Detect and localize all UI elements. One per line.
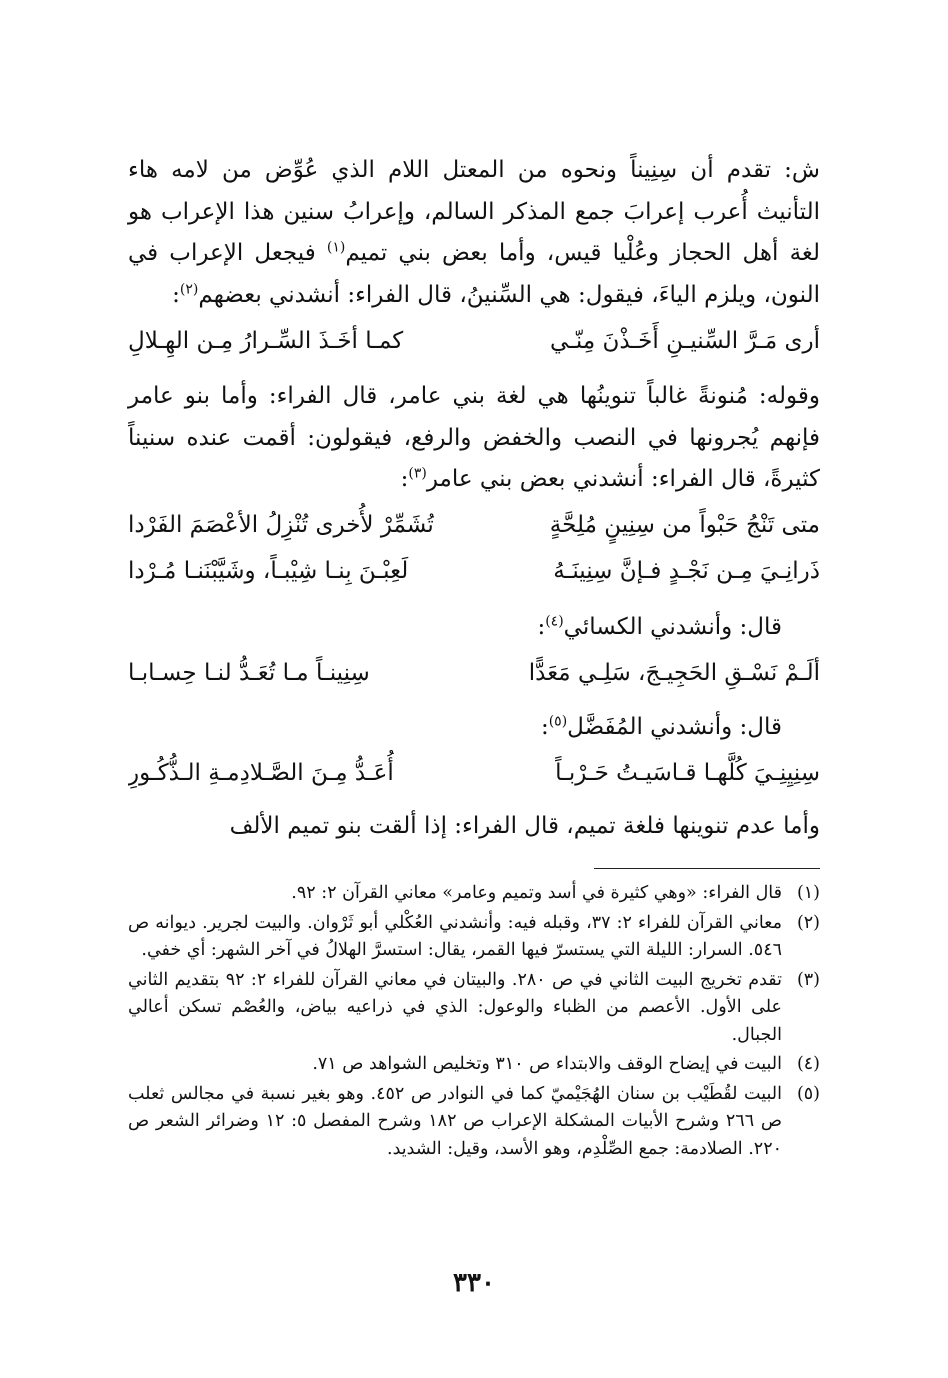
verse-3 (128, 548, 820, 594)
verse-1-second-hemistich: كمـا أخَـذَ السِّـرارُ مِـن الهِـلالِ (128, 328, 404, 354)
footnote-3 (128, 967, 820, 1050)
verse-5-first-hemistich: سِنِيِنِـيَ كُلَّهـا قـاسَيـتُ حَـرْبـاً (555, 760, 820, 786)
verse-5-second-hemistich: أُعَـدُّ مِـنَ الصَّـلادِمـةِ الـذُّكُـورِ (128, 760, 394, 786)
paragraph-2-text: وقوله: مُنونةً غالباً تنوينُها هي لغة بني عامر، قال الفراء: وأما بنو عامر فإنهم يُجرونها في النصب والخفض والرفع، فيقولون: أقمت عنده سنيناً كثيرةً، قال الفراء: أنشدني بعض بني عامر (128, 383, 820, 492)
footnote-1-text: قال الفراء: «وهي كثيرة في أسد وتميم وعامر» معاني القرآن ٢: ٩٢. (291, 883, 782, 903)
footnotes (128, 880, 820, 1165)
intro-kisai (128, 604, 820, 650)
paragraph-2-colon: : (400, 466, 409, 492)
paragraph-1-text: ش: تقدم أن سِنِيناً ونحوه من المعتل اللام الذي عُوِّض من لامه هاء التأنيث أُعرب إعرابَ جمع المذكر السالم، وإعرابُ سنين هذا الإعراب هو لغة أهل الحجاز وعُلْيا قيس، وأما بعض بني تميم (128, 157, 821, 266)
footnote-2-text: معاني القرآن للفراء ٢: ٣٧، وقبله فيه: وأنشدني العُكْلي أبو ثَرْوان. والبيت لجرير. ديوانه ص ٥٤٦. السرار: الليلة التي يستسرّ فيها القمر، يقال: استسرَّ الهلالُ في آخر الشهر: أي خفي. (128, 912, 782, 960)
verse-1-first-hemistich: أرى مَـرَّ السِّنيـنِ أَخَـذْنَ مِنّـي (549, 328, 820, 354)
footnote-2 (128, 910, 820, 965)
verse-4 (128, 650, 820, 696)
footnote-1-number: (١) (796, 883, 820, 903)
footnote-ref-2: (٢) (179, 280, 199, 297)
intro-mufaddal (128, 704, 820, 750)
paragraph-1-text-cont: فيجعل الإعراب في النون، ويلزم الياءَ، فيقول: هي السِّنينُ، قال الفراء: أنشدني بعضهم (128, 240, 820, 308)
paragraph-2 (128, 376, 820, 502)
footnote-2-number: (٢) (796, 912, 820, 933)
footnote-ref-3: (٣) (408, 465, 427, 482)
footnote-3-number: (٣) (796, 969, 820, 990)
footnote-5-number: (٥) (796, 1083, 820, 1104)
verse-4-first-hemistich: ألَـمْ نَسْـقِ الحَجِيـجَ، سَلِـي مَعَدًّا (528, 660, 820, 686)
page-number: ٣٣٠ (453, 1268, 495, 1298)
verse-3-first-hemistich: ذَرانِـيَ مِـن نَجْـدٍ فـإنَّ سِنِينَـهُ (553, 558, 820, 584)
footnote-5 (128, 1081, 820, 1164)
verse-3-second-hemistich: لَعِبْـنَ بِنـا شِيْبـاً، وشَيَّبْنَنـا مُـرْدا (128, 558, 409, 584)
footnote-1 (128, 880, 820, 908)
footnote-ref-5: (٥) (548, 713, 568, 730)
footnote-ref-4: (٤) (545, 613, 564, 630)
footnote-5-text: البيت لقُطَيْب بن سنان الهُجَيْميّ كما في النوادر ص ٤٥٢. وهو بغير نسبة في مجالس ثعلب ص ٢٦٦ وشرح الأبيات المشكلة الإعراب ص ١٨٢ وشرح المفصل ٥: ١٢ وضرائر الشعر ص ٢٢٠. الصلادمة: جمع الصِّلْدِم، وهو الأسد، وقيل: الشديد. (128, 1083, 782, 1159)
footnote-4-text: البيت في إيضاح الوقف والابتداء ص ٣١٠ وتخليص الشواهد ص ٧١. (312, 1054, 782, 1074)
main-text (128, 150, 820, 848)
paragraph-3-text: وأما عدم تنوينها فلغة تميم، قال الفراء: إذا ألقت بنو تميم الألف (229, 813, 820, 839)
verse-2-first-hemistich: متى تَنْجُ حَبْواً من سِنِينٍ مُلِحَّةٍ (549, 512, 820, 538)
footnote-3-text: تقدم تخريج البيت الثاني في ص ٢٨٠. والبيتان في معاني القرآن للفراء ٢: ٩٢ بتقديم الثاني على الأول. الأعصم من الظباء والوعول: الذي في ذراعيه بياض، والعُصْم تسكن أعالي الجبال. (128, 969, 782, 1045)
footnote-separator (594, 868, 820, 869)
intro-kisai-colon: : (537, 614, 546, 640)
verse-1 (128, 318, 820, 364)
verse-2-second-hemistich: تُشَمِّرْ لأُخرى تُنْزِلُ الأعْصَمَ الفَرْدا (128, 512, 434, 538)
footnote-4 (128, 1051, 820, 1079)
verse-2 (128, 502, 820, 548)
paragraph-3 (128, 806, 820, 848)
paragraph-1 (128, 150, 820, 316)
footnote-4-number: (٤) (796, 1054, 820, 1074)
footnote-ref-1: (١) (326, 239, 346, 256)
intro-mufaddal-text: قال: وأنشدني المُفَضَّل (567, 714, 782, 740)
verse-5 (128, 750, 820, 796)
paragraph-1-colon: : (172, 281, 180, 308)
intro-kisai-text: قال: وأنشدني الكسائي (563, 614, 782, 640)
intro-mufaddal-colon: : (540, 714, 549, 740)
verse-4-second-hemistich: سِنِينـاً مـا تُعَـدُّ لنـا حِسـابـا (128, 660, 370, 686)
